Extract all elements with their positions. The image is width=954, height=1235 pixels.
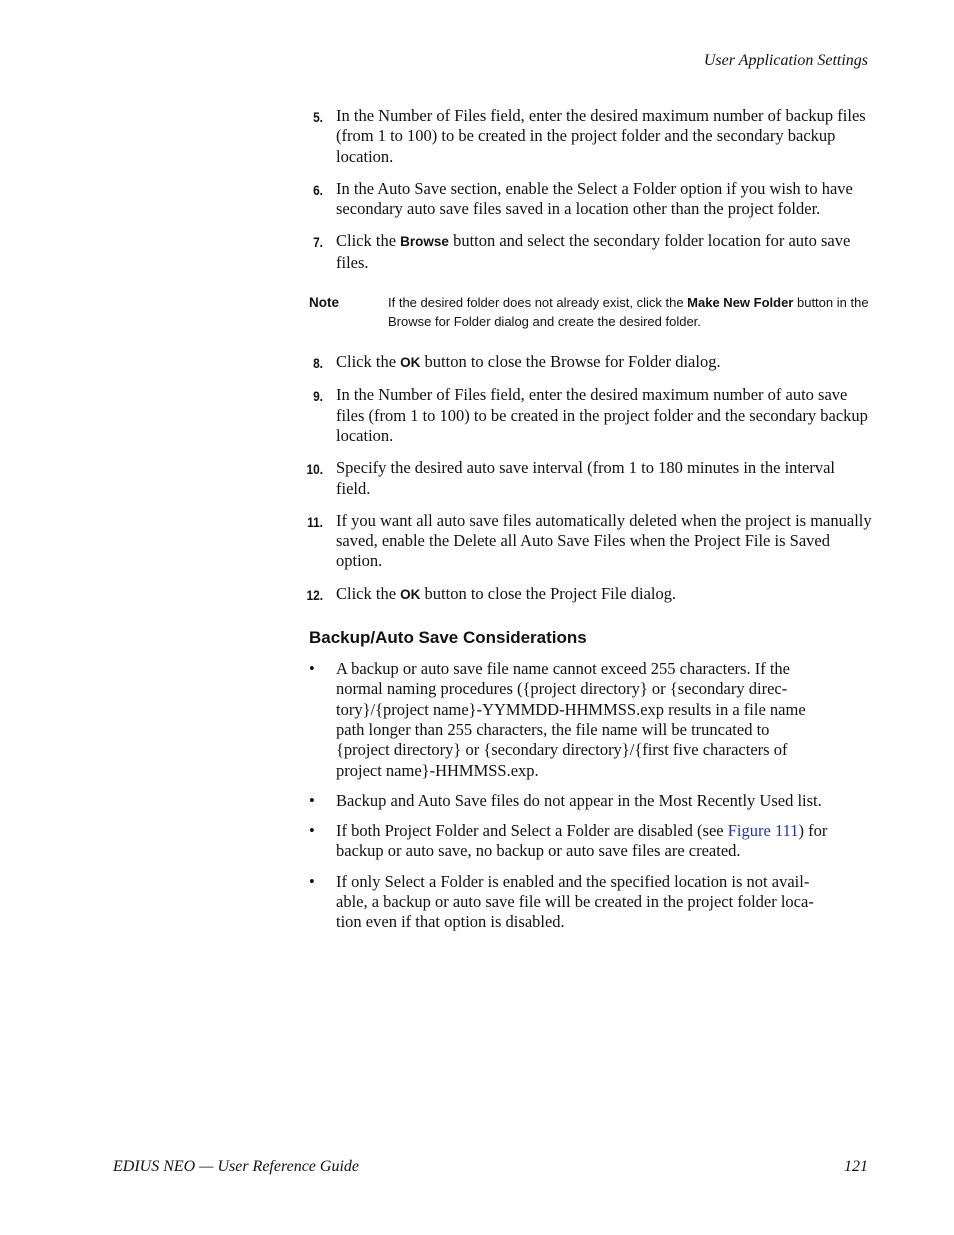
note-block — [309, 293, 872, 331]
step-text-pre: Click the — [336, 231, 401, 251]
step-text-post: button and select the secondary folder location for auto save files. — [336, 231, 851, 272]
step-10 — [297, 458, 872, 499]
step-6 — [297, 179, 872, 220]
step-text-pre: Click the — [336, 352, 401, 372]
bullet-mark: • — [309, 790, 315, 810]
step-5 — [297, 106, 872, 167]
step-text: In the Auto Save section, enable the Select a Folder option if you wish to have secondary auto save files saved in a location other than the project folder. — [336, 178, 853, 219]
bullet-line: normal naming procedures ({project directory} or {secondary direc- — [336, 679, 788, 699]
step-number: 8. — [313, 355, 323, 372]
ok-button-ref: OK — [400, 586, 421, 602]
make-new-folder-button-ref: Make New Folder — [687, 295, 794, 311]
step-number: 10. — [306, 461, 323, 478]
bullet-text-pre: If both Project Folder and Select a Folder are disabled (see — [336, 821, 728, 841]
step-9 — [297, 385, 872, 446]
bullet-item-4 — [297, 872, 872, 933]
step-11 — [297, 511, 872, 572]
ok-button-ref: OK — [400, 355, 421, 371]
bullet-mark: • — [309, 871, 315, 891]
note-text-pre: If the desired folder does not already exist, click the — [388, 295, 688, 311]
note-label: Note — [309, 295, 339, 311]
note-text-post: button in the Browse for Folder dialog and create the desired folder. — [388, 295, 869, 330]
page-number: 121 — [844, 1158, 868, 1175]
step-number: 5. — [313, 109, 323, 125]
step-text: Specify the desired auto save interval (from 1 to 180 minutes in the interval field. — [336, 458, 835, 498]
bullet-line: tory}/{project name}-YYMMDD-HHMMSS.exp results in a file name — [336, 699, 806, 719]
bullet-item-2 — [297, 791, 872, 811]
page-content — [297, 106, 872, 943]
step-number: 7. — [313, 234, 323, 251]
bullet-item-1 — [297, 659, 872, 781]
browse-button-ref: Browse — [400, 234, 449, 250]
step-text-pre: Click the — [336, 583, 401, 603]
step-12 — [297, 584, 872, 605]
bullet-line: If only Select a Folder is enabled and the specified location is not avail- — [336, 871, 810, 891]
figure-111-link[interactable]: Figure 111 — [727, 821, 799, 841]
bullet-mark: • — [309, 659, 315, 679]
step-text: In the Number of Files field, enter the desired maximum number of auto save files (from 1 to 100) to be created in the project folder and the secondary backup location. — [336, 385, 868, 445]
bullet-line: project name}-HHMMSS.exp. — [336, 760, 539, 780]
bullet-item-3 — [297, 821, 872, 862]
bullet-line: path longer than 255 characters, the file name will be truncated to — [336, 719, 770, 739]
bullet-line: able, a backup or auto save file will be created in the project folder loca- — [336, 892, 814, 912]
footer-title: EDIUS NEO — User Reference Guide — [113, 1158, 360, 1175]
step-text-post: button to close the Browse for Folder dialog. — [420, 352, 721, 372]
bullet-mark: • — [309, 821, 315, 841]
bullet-line: {project directory} or {secondary directory}/{first five characters of — [336, 740, 788, 760]
step-number: 6. — [313, 181, 323, 198]
bullet-line: A backup or auto save file name cannot exceed 255 characters. If the — [336, 659, 790, 679]
step-text-post: button to close the Project File dialog. — [420, 583, 677, 603]
running-header: User Application Settings — [703, 52, 868, 69]
step-number: 9. — [313, 388, 323, 405]
bullet-text: Backup and Auto Save files do not appear in the Most Recently Used list. — [336, 790, 822, 810]
bullet-line: tion even if that option is disabled. — [336, 912, 565, 932]
step-8 — [297, 352, 872, 373]
note-text — [388, 293, 872, 331]
step-text: In the Number of Files field, enter the desired maximum number of backup files (from 1 to 100) to be created in the project folder and the secondary backup location. — [336, 106, 866, 166]
step-7 — [297, 231, 872, 273]
step-number: 12. — [306, 586, 323, 603]
step-text: If you want all auto save files automatically deleted when the project is manually saved, enable the Delete all Auto Save Files when the Project File is Saved option. — [336, 510, 872, 571]
section-heading: Backup/Auto Save Considerations — [309, 628, 587, 648]
step-number: 11. — [307, 513, 323, 530]
bullet-text-post: ) for backup or auto save, no backup or auto save files are created. — [336, 821, 828, 861]
